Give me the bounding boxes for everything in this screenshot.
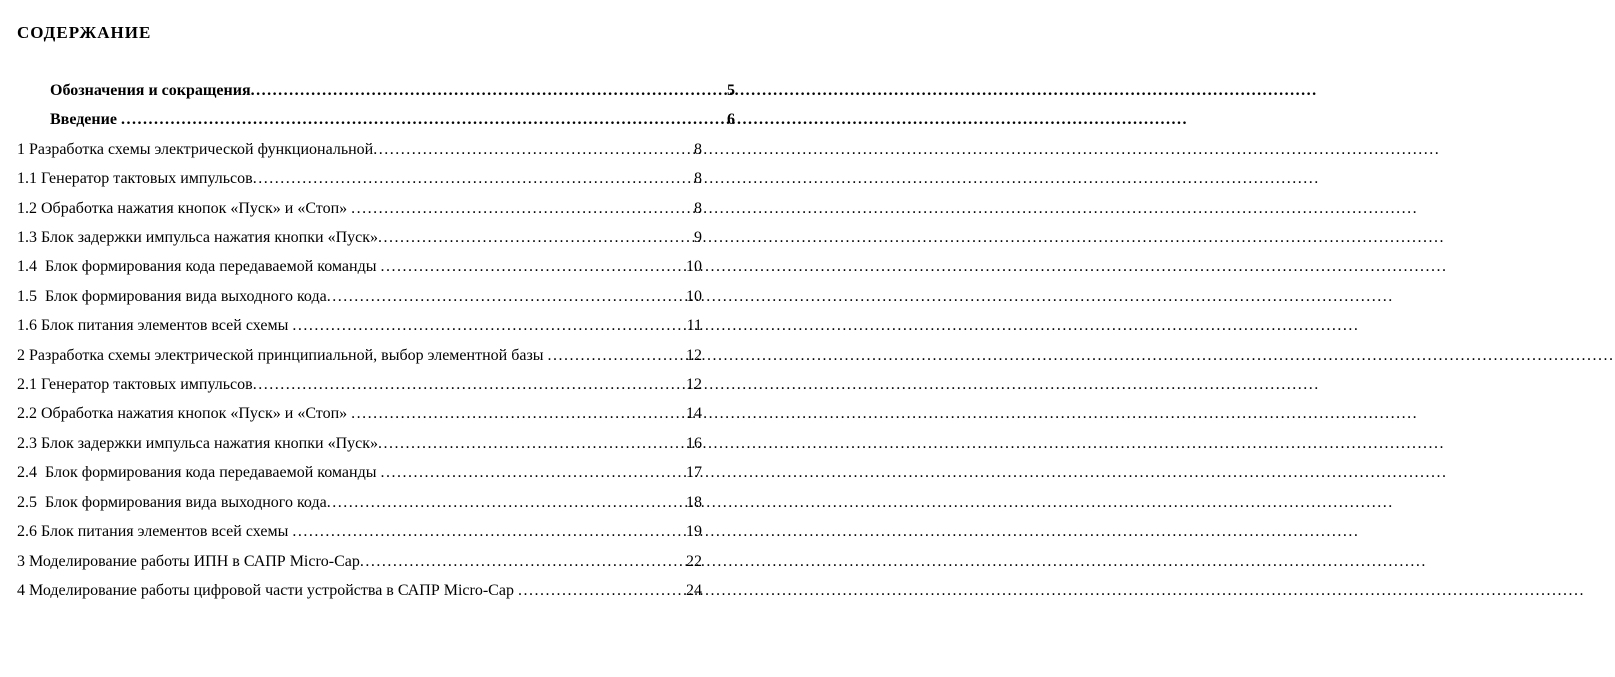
toc-entry-page: 9 — [694, 229, 702, 247]
toc-leader-dots — [351, 399, 682, 428]
toc-entry-page: 10 — [686, 287, 702, 305]
toc-leader-dots — [327, 488, 682, 517]
toc-entry-page: 18 — [686, 493, 702, 511]
toc-entry-label: 1.3 Блок задержки импульса нажатия кнопки «Пуск» — [17, 229, 378, 247]
toc-entry-label: 4 Моделирование работы цифровой части устройства в САПР Micro-Cap — [17, 581, 518, 599]
toc-leader-dots — [121, 105, 723, 134]
toc-entry[interactable] — [17, 135, 702, 164]
toc-leader-dots — [351, 194, 690, 223]
toc-entry-label: 1.4 Блок формирования кода передаваемой команды — [17, 258, 381, 276]
toc-leader-dots — [251, 76, 723, 105]
toc-entry[interactable] — [17, 399, 702, 428]
toc-entry-label: 2.1 Генератор тактовых импульсов — [17, 376, 253, 394]
toc-entry-label: Обозначения и сокращения — [50, 82, 251, 99]
document-page — [0, 0, 735, 677]
toc-entry[interactable] — [17, 223, 702, 252]
toc-leader-dots — [378, 429, 682, 458]
toc-entry-label: 1.6 Блок питания элементов всей схемы — [17, 317, 293, 335]
toc-entry-page: 11 — [686, 317, 702, 335]
toc-entry[interactable] — [17, 311, 702, 340]
toc-entry-page: 8 — [694, 199, 702, 217]
toc-leader-dots — [360, 547, 682, 576]
toc-leader-dots — [518, 576, 682, 605]
toc-entry-label: 2.6 Блок питания элементов всей схемы — [17, 523, 293, 541]
toc-entry-page: 22 — [686, 552, 702, 570]
toc-leader-dots — [380, 458, 682, 487]
toc-entry-label: 1.2 Обработка нажатия кнопок «Пуск» и «Стоп» — [17, 199, 352, 217]
toc-list — [17, 76, 735, 605]
toc-entry-page: 16 — [686, 434, 702, 452]
toc-leader-dots — [373, 135, 690, 164]
toc-entry-label: 2.4 Блок формирования кода передаваемой команды — [17, 464, 381, 482]
toc-entry-page: 8 — [694, 140, 702, 158]
toc-entry-page: 6 — [727, 111, 735, 129]
toc-entry-page: 12 — [686, 346, 702, 364]
toc-entry-label: 1.1 Генератор тактовых импульсов — [17, 170, 253, 188]
toc-entry-page: 14 — [686, 405, 702, 423]
toc-entry[interactable] — [17, 576, 702, 605]
toc-leader-dots — [548, 341, 682, 370]
toc-entry-page: 8 — [694, 170, 702, 188]
toc-entry-page: 24 — [686, 581, 702, 599]
toc-leader-dots — [292, 311, 682, 340]
toc-entry[interactable] — [17, 341, 702, 370]
toc-entry-label: 1.5 Блок формирования вида выходного кода — [17, 287, 327, 305]
toc-leader-dots — [253, 164, 690, 193]
toc-entry[interactable] — [17, 105, 735, 134]
toc-entry-label: 2.5 Блок формирования вида выходного кода — [17, 493, 327, 511]
toc-entry[interactable] — [17, 76, 735, 105]
toc-entry-label: 2.3 Блок задержки импульса нажатия кнопки «Пуск» — [17, 434, 378, 452]
toc-entry[interactable] — [17, 194, 702, 223]
toc-heading: СОДЕРЖАНИЕ — [17, 23, 152, 42]
toc-entry[interactable] — [17, 429, 702, 458]
toc-leader-dots — [378, 223, 690, 252]
toc-entry[interactable] — [17, 517, 702, 546]
toc-entry-page: 5 — [727, 82, 735, 99]
toc-entry[interactable] — [17, 547, 702, 576]
toc-entry-label: Введение — [50, 111, 121, 129]
toc-leader-dots — [327, 282, 682, 311]
toc-entry[interactable] — [17, 282, 702, 311]
toc-leader-dots — [253, 370, 682, 399]
toc-entry-page: 12 — [686, 376, 702, 394]
toc-entry-page: 10 — [686, 258, 702, 276]
toc-leader-dots — [380, 252, 682, 281]
toc-leader-dots — [292, 517, 682, 546]
toc-entry-label: 3 Моделирование работы ИПН в САПР Micro-Cap — [17, 552, 360, 570]
toc-entry[interactable] — [17, 370, 702, 399]
toc-entry-label: 1 Разработка схемы электрической функциональной — [17, 140, 374, 158]
toc-entry-label: 2 Разработка схемы электрической принципиальной, выбор элементной базы — [17, 346, 548, 364]
toc-entry-page: 19 — [686, 523, 702, 541]
toc-entry[interactable] — [17, 458, 702, 487]
toc-entry-label: 2.2 Обработка нажатия кнопок «Пуск» и «Стоп» — [17, 405, 352, 423]
toc-entry[interactable] — [17, 252, 702, 281]
toc-entry-page: 17 — [686, 464, 702, 482]
toc-entry[interactable] — [17, 164, 702, 193]
toc-entry[interactable] — [17, 488, 702, 517]
